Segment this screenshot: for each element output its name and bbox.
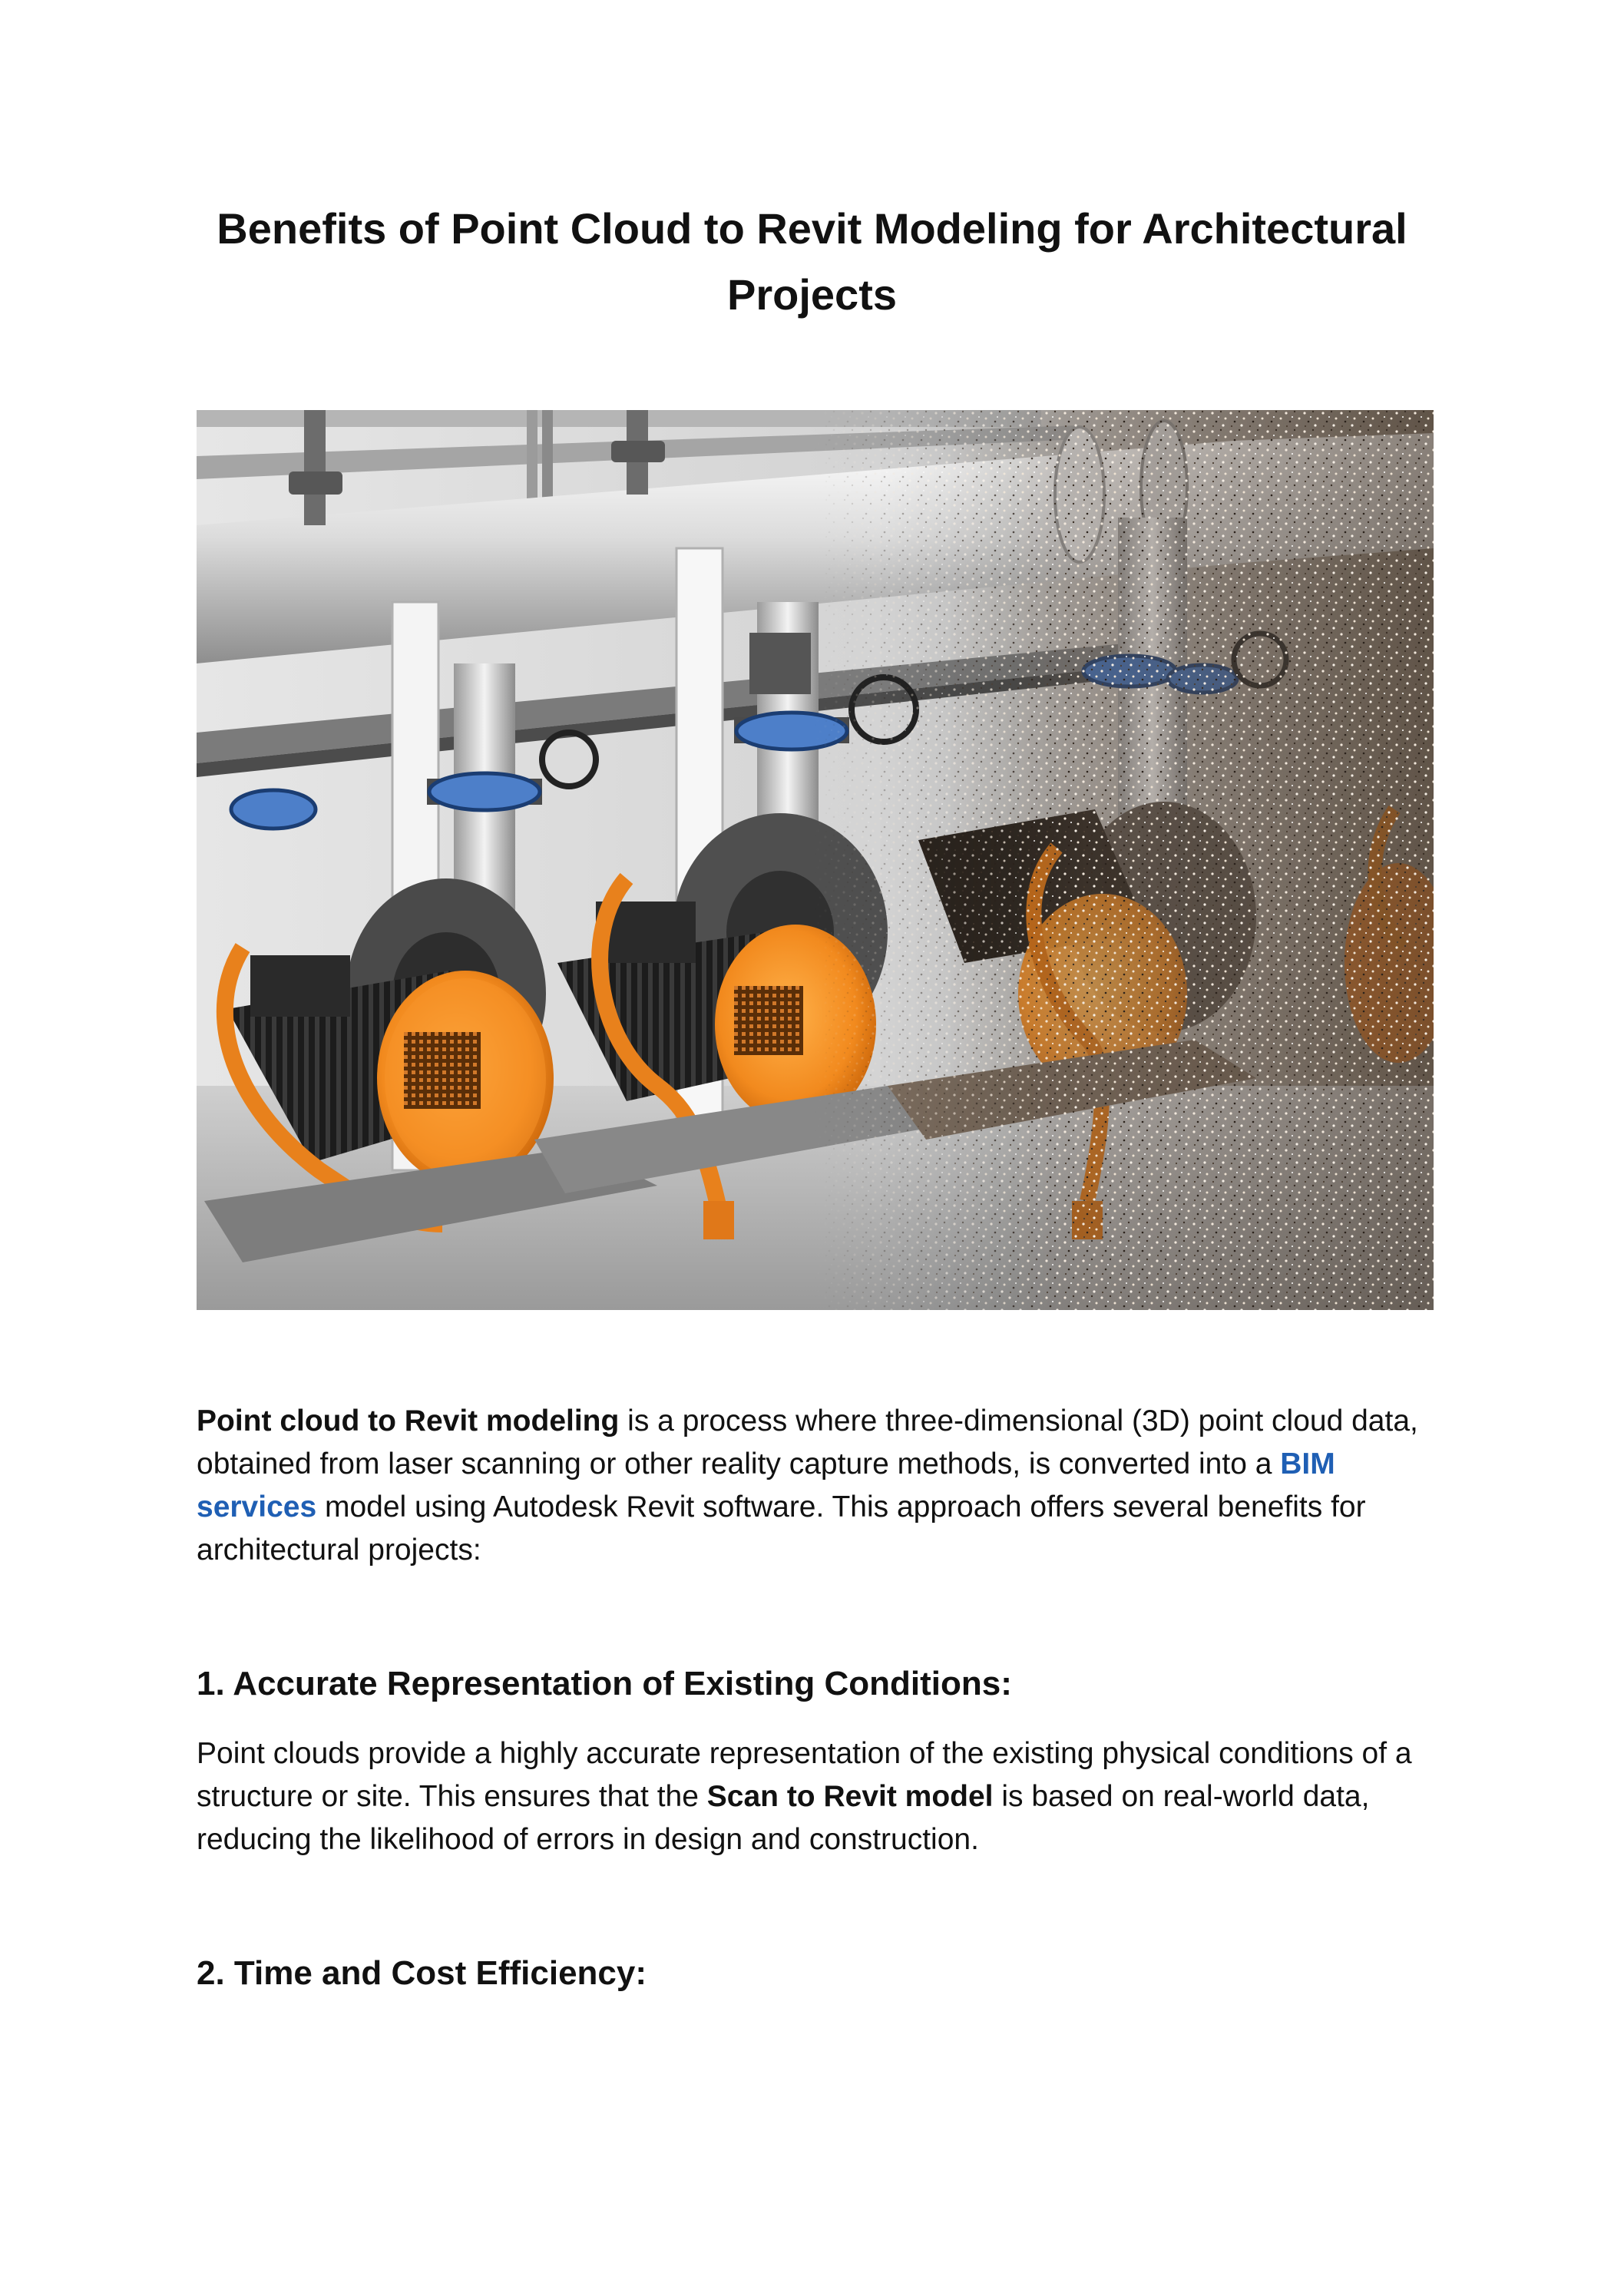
intro-text-2: model using Autodesk Revit software. This approach offers several benefits for architectural projects: — [197, 1490, 1366, 1567]
section-2-heading: 2. Time and Cost Efficiency: — [197, 1954, 647, 1992]
section-1-paragraph — [197, 1732, 1440, 1861]
section-1-text-2: is based on real-world data, reducing the likelihood of errors in design and construction. — [197, 1780, 1370, 1856]
section-1-bold: Scan to Revit model — [706, 1780, 994, 1813]
section-1-heading: 1. Accurate Representation of Existing Conditions: — [197, 1665, 1012, 1702]
intro-bold-lead: Point cloud to Revit modeling — [197, 1404, 620, 1437]
document-title: Benefits of Point Cloud to Revit Modeling for Architectural Projects — [217, 204, 1407, 319]
section-1-text-1: Point clouds provide a highly accurate representation of the existing physical conditions of a structure or site. This ensures that the — [197, 1737, 1412, 1813]
bim-services-link[interactable]: BIM services — [197, 1447, 1335, 1523]
hero-image — [197, 410, 1434, 1310]
intro-paragraph — [197, 1400, 1440, 1572]
industrial-pump-point-cloud-image — [197, 410, 1434, 1310]
intro-text-1: is a process where three-dimensional (3D) point cloud data, obtained from laser scanning or other reality capture methods, is converted into a — [197, 1404, 1418, 1480]
